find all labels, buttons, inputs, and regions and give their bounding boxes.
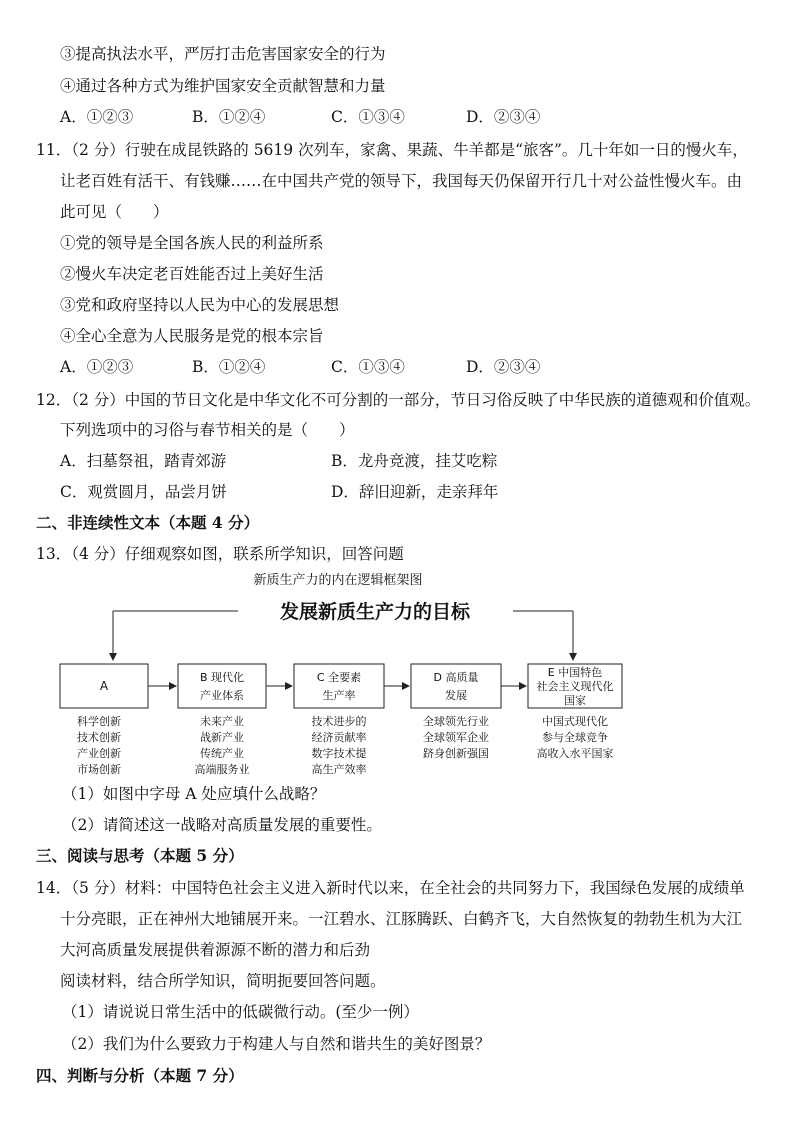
box-a-note-3: 产业创新 (77, 747, 121, 760)
q11-option-c: C．①③④ (331, 358, 405, 376)
box-b-note-4: 高端服务业 (194, 763, 250, 776)
q12-option-d: D．辞旧迎新，走亲拜年 (331, 483, 499, 501)
q12-stem-line-2: 下列选项中的习俗与春节相关的是（ ） (60, 421, 355, 439)
q12-option-b: B．龙舟竞渡，挂艾吃粽 (331, 452, 498, 470)
q10-option-d: D．②③④ (466, 108, 541, 126)
q10-item-3: ③提高执法水平，严厉打击危害国家安全的行为 (60, 45, 386, 63)
diagram-goal-title: 发展新质生产力的目标 (279, 601, 471, 623)
box-c-label-line-2: 生产率 (322, 689, 356, 702)
q10-option-a: A．①②③ (60, 108, 134, 126)
box-b-note-3: 传统产业 (200, 747, 244, 760)
q14-material-line-1: 14．（5 分）材料：中国特色社会主义进入新时代以来，在全社会的共同努力下，我国绿色发展的成绩单 (36, 879, 745, 897)
box-c-note-3: 数字技术提 (311, 747, 367, 760)
q14-instruction: 阅读材料，结合所学知识，简明扼要回答问题。 (60, 972, 386, 990)
box-c-note-1: 技术进步的 (311, 715, 367, 728)
q11-option-a: A．①②③ (60, 358, 134, 376)
box-a-label: A (99, 679, 109, 693)
q10-item-4: ④通过各种方式为维护国家安全贡献智慧和力量 (60, 77, 386, 95)
q10-option-c: C．①③④ (331, 108, 405, 126)
logic-framework-diagram (58, 566, 738, 781)
q11-item-4: ④全心全意为人民服务是党的根本宗旨 (60, 327, 324, 345)
box-e-note-3: 高收入水平国家 (536, 747, 614, 760)
box-b-note-2: 战新产业 (200, 731, 244, 744)
q13-sub-question-1: （1）如图中字母 A 处应填什么战略？ (62, 785, 326, 803)
section-heading-3: 三、阅读与思考（本题 5 分） (36, 846, 244, 865)
q13-sub-question-2: （2）请简述这一战略对高质量发展的重要性。 (62, 816, 382, 834)
q12-option-c: C．观赏圆月，品尝月饼 (60, 483, 227, 501)
box-e-note-2: 参与全球竞争 (542, 731, 608, 744)
box-b-note-1: 未来产业 (200, 715, 244, 728)
box-c-label-line-1: C 全要素 (316, 671, 362, 684)
box-a-note-1: 科学创新 (77, 715, 121, 728)
q11-stem-line-3: 此可见（ ） (60, 203, 169, 221)
box-d-note-1: 全球领先行业 (423, 715, 489, 728)
section-heading-4: 四、判断与分析（本题 7 分） (36, 1066, 244, 1085)
q14-material-line-3: 大河高质量发展提供着源源不断的潜力和后劲 (60, 941, 371, 959)
q14-material-line-2: 十分亮眼，正在神州大地铺展开来。一江碧水、江豚腾跃、白鹤齐飞，大自然恢复的勃勃生机为大江 (60, 910, 743, 928)
q12-option-a: A．扫墓祭祖，踏青郊游 (60, 452, 227, 470)
box-d-note-3: 跻身创新强国 (423, 747, 489, 760)
q11-option-d: D．②③④ (466, 358, 541, 376)
box-e-label-line-2: 社会主义现代化 (536, 680, 614, 693)
box-e-note-1: 中国式现代化 (542, 715, 608, 728)
box-a-note-4: 市场创新 (77, 763, 121, 776)
q13-stem: 13．（4 分）仔细观察如图，联系所学知识，回答问题 (36, 545, 404, 563)
q14-sub-question-1: （1）请说说日常生活中的低碳微行动。(至少一例） (62, 1003, 419, 1021)
box-b-label-line-2: 产业体系 (200, 689, 244, 702)
box-d-note-2: 全球领军企业 (423, 731, 489, 744)
box-a-note-2: 技术创新 (77, 731, 121, 744)
box-d-label-line-2: 发展 (445, 689, 467, 702)
q14-sub-question-2: （2）我们为什么要致力于构建人与自然和谐共生的美好图景？ (62, 1035, 491, 1053)
q11-stem-line-2: 让老百姓有活干、有钱赚……在中国共产党的领导下，我国每天仍保留开行几十对公益性慢火车。由 (60, 172, 743, 190)
box-c-note-2: 经济贡献率 (311, 731, 367, 744)
box-e-label-line-1: E 中国特色 (547, 666, 603, 679)
box-b-label-line-1: B 现代化 (199, 671, 245, 684)
q12-stem-line-1: 12．（2 分）中国的节日文化是中华文化不可分割的一部分，节日习俗反映了中华民族的道德观和价值观。 (36, 391, 761, 409)
q11-stem-line-1: 11．（2 分）行驶在成昆铁路的 5619 次列车，家禽、果蔬、牛羊都是“旅客”。几十年如一日的慢火车， (36, 141, 748, 159)
q11-item-3: ③党和政府坚持以人民为中心的发展思想 (60, 296, 340, 314)
box-e-label-line-3: 国家 (564, 694, 586, 707)
q10-option-b: B．①②④ (192, 108, 266, 126)
section-heading-2: 二、非连续性文本（本题 4 分） (36, 513, 260, 532)
diagram-caption: 新质生产力的内在逻辑框架图 (253, 573, 423, 588)
q11-item-2: ②慢火车决定老百姓能否过上美好生活 (60, 265, 324, 283)
q11-item-1: ①党的领导是全国各族人民的利益所系 (60, 234, 324, 252)
q11-option-b: B．①②④ (192, 358, 266, 376)
box-d-label-line-1: D 高质量 (433, 671, 479, 684)
box-c-note-4: 高生产效率 (311, 763, 367, 776)
